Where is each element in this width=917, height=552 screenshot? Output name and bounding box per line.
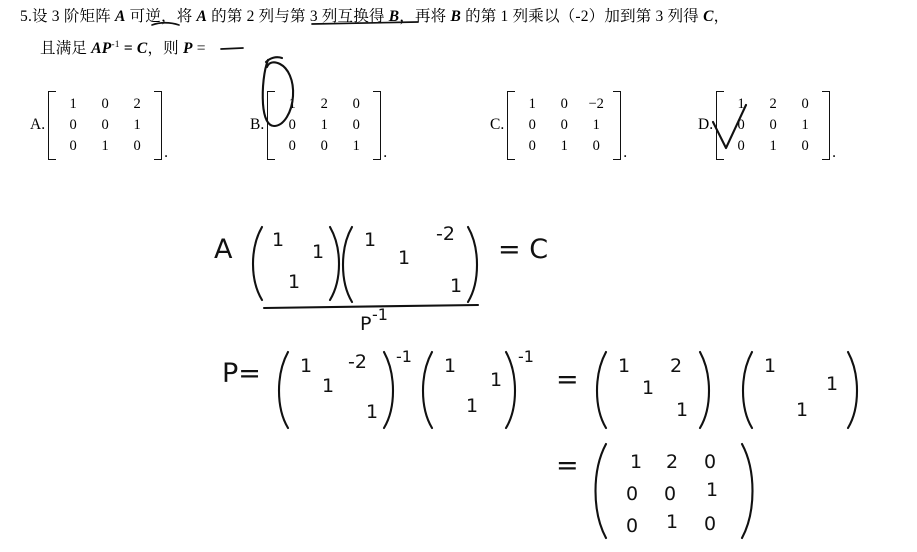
work-line3-equals: = [556, 450, 579, 481]
matrix-cell: 0 [769, 116, 777, 133]
matrix-cell: 0 [560, 116, 568, 133]
matrix-cell: 1 [528, 95, 536, 112]
matrix-cell: 1 [560, 137, 568, 154]
result-r1c3: 0 [704, 451, 717, 473]
work-line2-equals-1: = [556, 364, 579, 395]
work-line2-P-equals: P= [222, 358, 261, 389]
paren-open-7 [596, 444, 607, 538]
m1-entry-2: 1 [312, 241, 325, 263]
m1-entry-1: 1 [272, 229, 285, 251]
paren-close-6 [848, 352, 857, 428]
matrix-cell: 2 [769, 95, 777, 112]
matrix-cell: 1 [320, 116, 328, 133]
paren-open-6 [743, 352, 752, 428]
matrix-cell: 0 [528, 116, 536, 133]
m6-entry-3: 1 [796, 399, 809, 421]
symbol-P: P [182, 40, 193, 58]
result-r2c1: 0 [626, 483, 639, 505]
question-text-7: 且满足 [40, 40, 92, 58]
option-a-label: A. [30, 116, 46, 133]
matrix-cell: 0 [288, 137, 296, 154]
paren-open-5 [597, 352, 606, 428]
matrix-cell: 0 [737, 137, 745, 154]
paren-close-5 [700, 352, 709, 428]
matrix-cell: 0 [101, 95, 109, 112]
paren-close-3 [384, 352, 393, 428]
paren-open-3 [279, 352, 288, 428]
matrix-cell: 0 [288, 116, 296, 133]
m2-entry-4: 1 [450, 275, 463, 297]
matrix-cell: 0 [320, 137, 328, 154]
check-mark-icon [713, 105, 746, 148]
result-r3c2: 1 [666, 511, 679, 533]
m6-entry-2: 1 [826, 373, 839, 395]
question-text-5: 的第 1 列乘以（-2）加到第 3 列得 [461, 8, 704, 25]
exponent-minus-one: -1 [111, 40, 120, 50]
m3-entry-1: 1 [300, 355, 313, 377]
matrix-cell: 1 [352, 137, 360, 154]
question-text-2: 可逆，将 [125, 8, 197, 25]
paren-close-2 [468, 227, 477, 302]
paren-close-4 [506, 352, 515, 428]
m3-entry-2: -2 [348, 351, 367, 373]
m4-entry-3: 1 [466, 395, 479, 417]
matrix-cell: 1 [133, 116, 141, 133]
question-text-1: 设 3 阶矩阵 [32, 8, 116, 25]
matrix-cell: 0 [560, 95, 568, 112]
m5-entry-1: 1 [618, 355, 631, 377]
question-text-3: 的第 2 列与第 3 列互换得 [207, 8, 389, 25]
result-r2c2: 0 [664, 483, 677, 505]
result-r1c1: 1 [630, 451, 643, 473]
label-P-inverse: P [360, 313, 372, 335]
symbol-B-2: B [450, 8, 461, 25]
work-line1-A: A [214, 234, 233, 265]
underline-A [152, 23, 179, 25]
result-r2c3: 1 [706, 479, 719, 501]
symbol-A-2: A [196, 8, 208, 25]
handwritten-answer-D [263, 60, 293, 126]
paren-open-2 [343, 227, 352, 302]
matrix-cell: 0 [352, 116, 360, 133]
result-r3c1: 0 [626, 515, 639, 537]
m2-entry-3: 1 [398, 247, 411, 269]
matrix-cell: 0 [69, 137, 77, 154]
symbol-C: C [703, 8, 714, 25]
paren-close-1 [330, 227, 339, 300]
matrix-cell: 1 [101, 137, 109, 154]
underline-P [221, 48, 243, 49]
matrix-cell: 2 [320, 95, 328, 112]
matrix-cell: 0 [133, 137, 141, 154]
matrix-cell: 1 [288, 95, 296, 112]
underline-columns [312, 22, 418, 24]
m2-entry-2: -2 [436, 223, 455, 245]
m1-entry-3: 1 [288, 271, 301, 293]
m4-exponent: -1 [518, 347, 534, 366]
question-text-8: ，则 [147, 40, 183, 58]
matrix-cell: 0 [69, 116, 77, 133]
question-text-6: ， [713, 8, 730, 25]
matrix-cell: 0 [528, 137, 536, 154]
option-d-label: D. [698, 116, 714, 133]
matrix-cell: 1 [69, 95, 77, 112]
matrix-cell: −2 [588, 95, 604, 112]
option-c-trailing: . [623, 144, 628, 161]
m5-entry-4: 1 [676, 399, 689, 421]
question-text-4: ，再将 [399, 8, 451, 25]
option-c-label: C. [490, 116, 505, 133]
m5-entry-2: 2 [670, 355, 683, 377]
option-b-trailing: . [383, 144, 388, 161]
matrix-cell: 0 [737, 116, 745, 133]
m6-entry-1: 1 [764, 355, 777, 377]
m3-entry-3: 1 [322, 375, 335, 397]
matrix-cell: 1 [769, 137, 777, 154]
matrix-cell: 2 [133, 95, 141, 112]
m4-entry-1: 1 [444, 355, 457, 377]
m5-entry-3: 1 [642, 377, 655, 399]
m3-exponent: -1 [396, 347, 412, 366]
m3-entry-4: 1 [366, 401, 379, 423]
result-r3c3: 0 [704, 513, 717, 535]
question-number: 5. [20, 8, 33, 25]
symbol-A: A [115, 8, 126, 25]
equation-equals-C: = C [119, 40, 148, 58]
matrix-cell: 0 [592, 137, 600, 154]
matrix-cell: 0 [101, 116, 109, 133]
option-a-trailing: . [164, 144, 168, 161]
m4-entry-2: 1 [490, 369, 503, 391]
paren-close-7 [742, 444, 753, 538]
matrix-cell: 0 [801, 137, 809, 154]
matrix-cell: 1 [592, 116, 600, 133]
paren-open-4 [423, 352, 432, 428]
m2-entry-1: 1 [364, 229, 377, 251]
matrix-cell: 0 [352, 95, 360, 112]
result-r1c2: 2 [666, 451, 679, 473]
label-P-inverse-exp: -1 [372, 305, 388, 324]
option-d-trailing: . [832, 144, 836, 161]
symbol-B: B [388, 8, 400, 25]
matrix-cell: 1 [801, 116, 809, 133]
question-text-9: = [192, 40, 206, 58]
option-b-label: B. [250, 116, 265, 133]
underline-P-inverse [264, 305, 478, 308]
equation-AP: AP [91, 40, 112, 58]
matrix-cell: 1 [737, 95, 745, 112]
work-line1-equals-C: = C [498, 234, 549, 265]
matrix-cell: 0 [801, 95, 809, 112]
paren-open-1 [253, 227, 262, 300]
